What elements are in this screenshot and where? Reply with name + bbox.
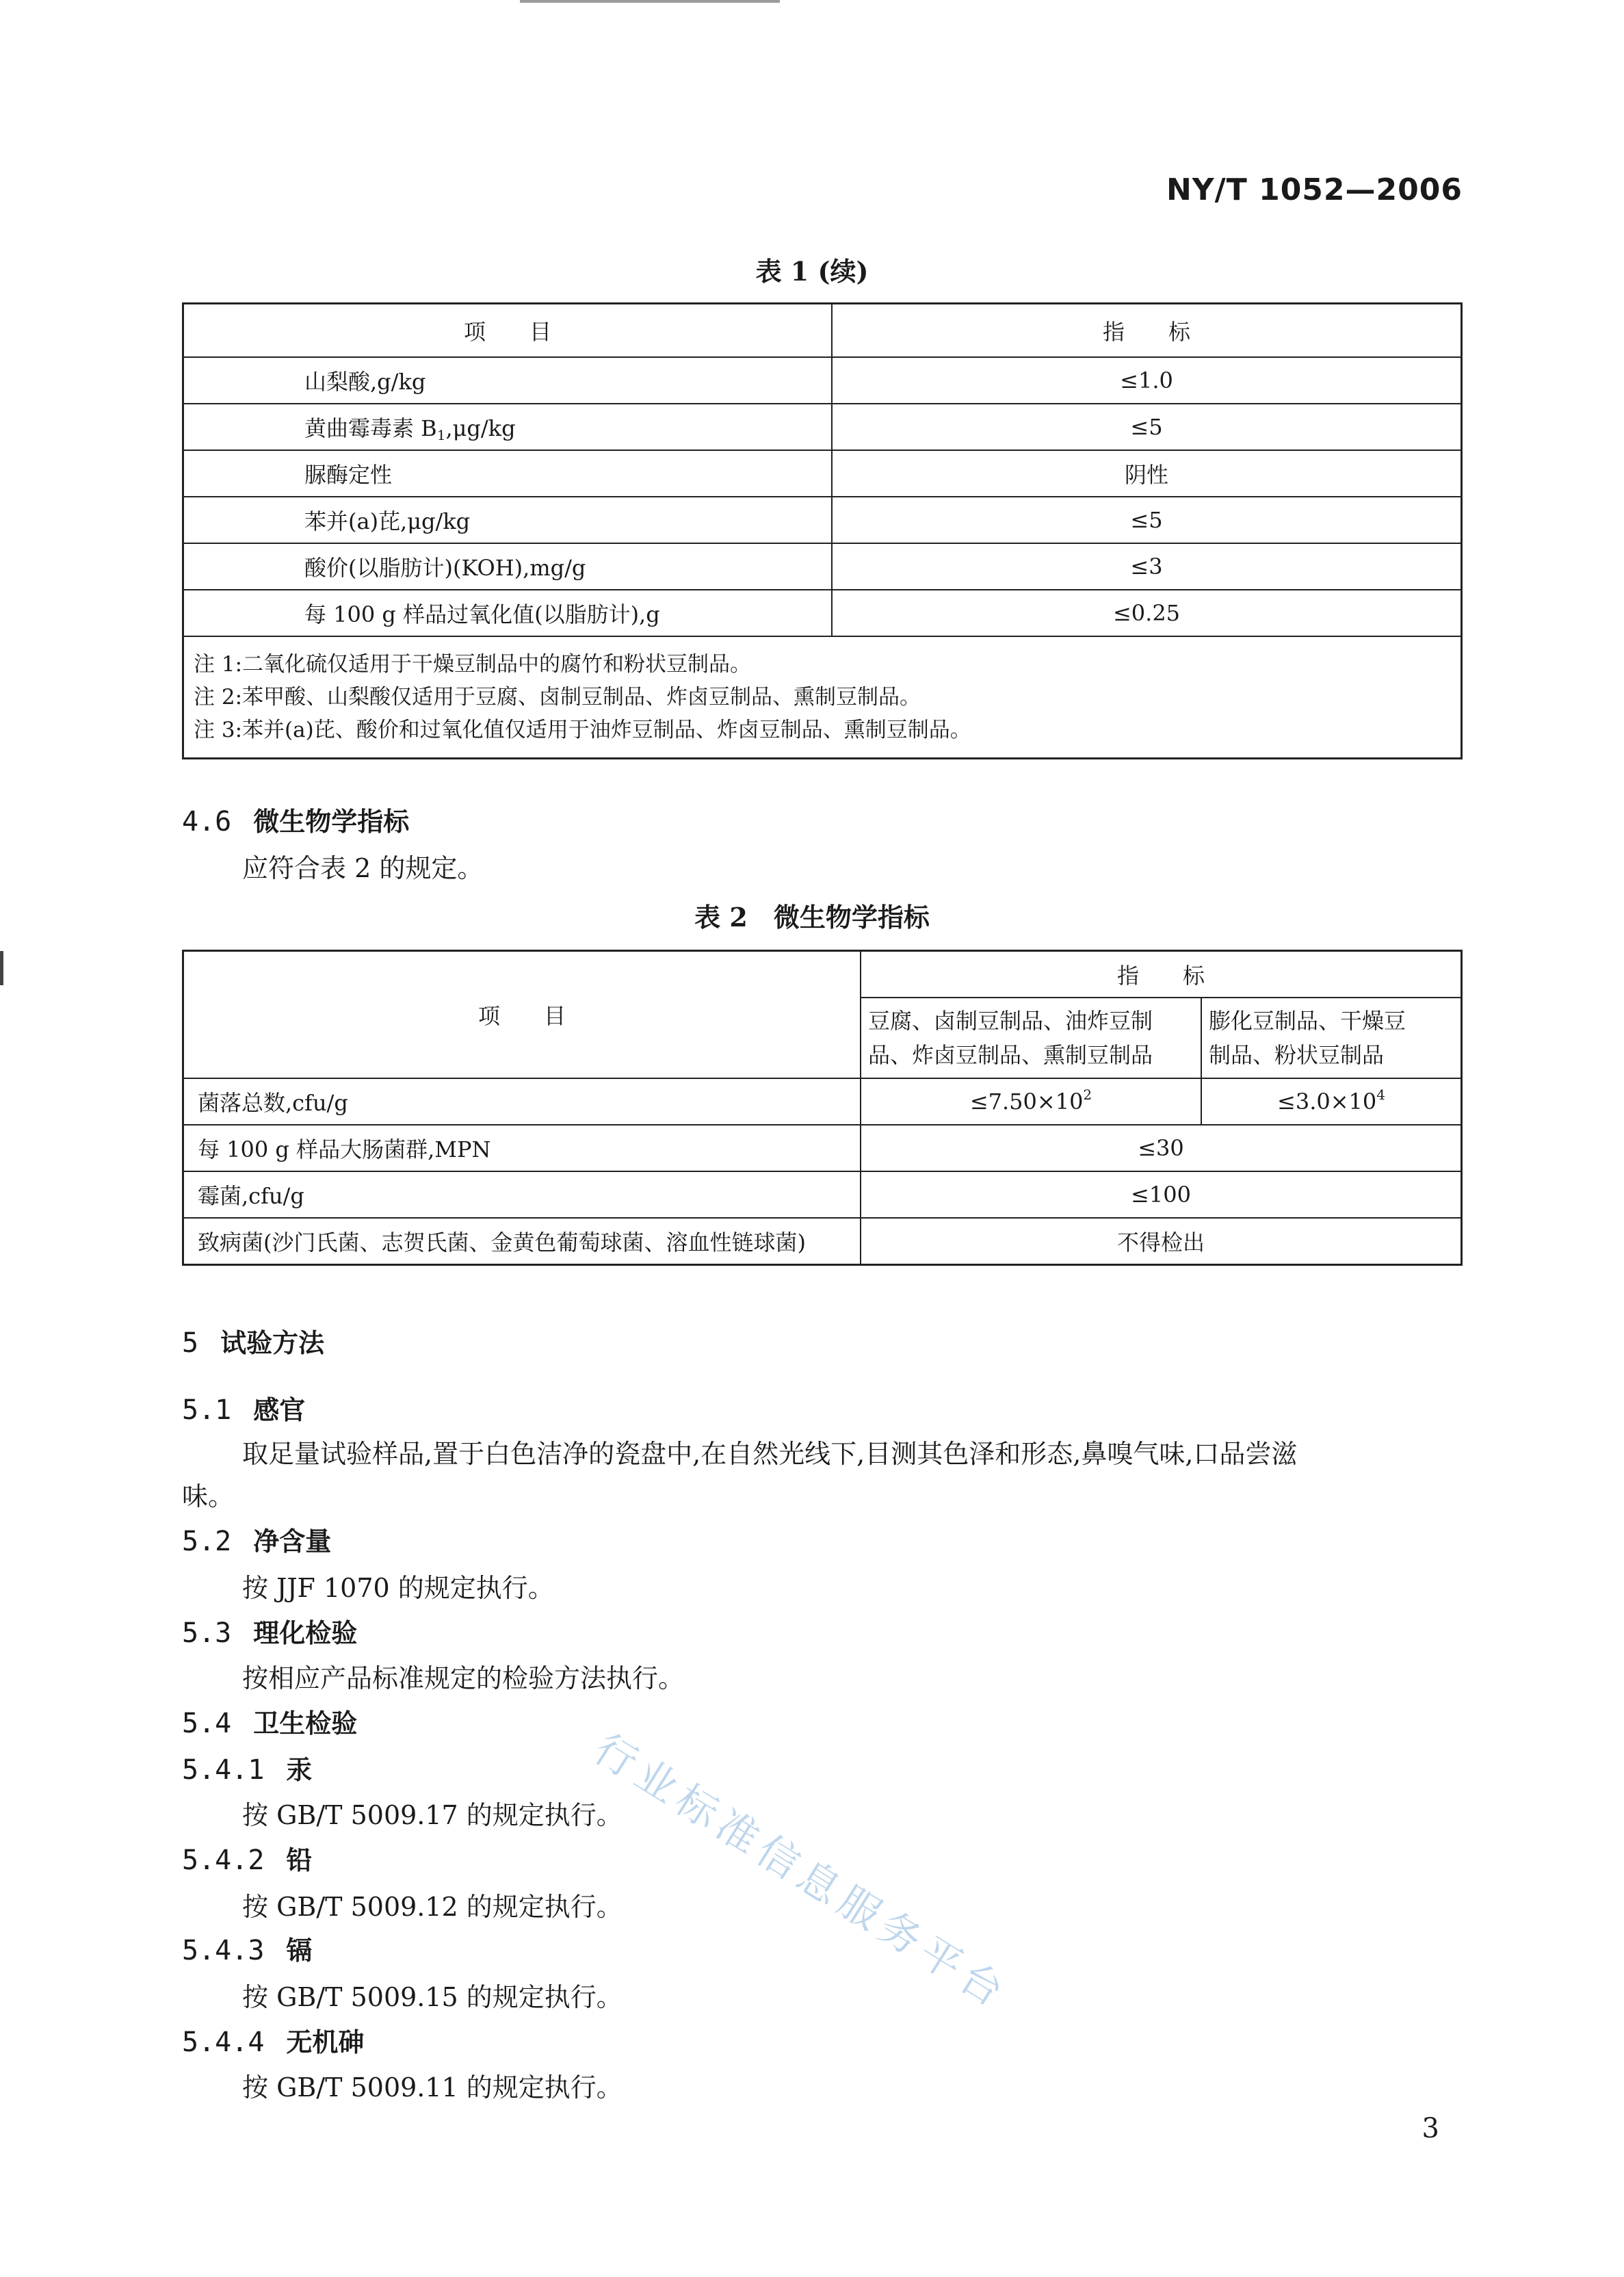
section-number: 5.1 [182,1394,232,1426]
section-5-1-text: 取足量试验样品,置于白色洁净的瓷盘中,在自然光线下,目测其色泽和形态,鼻嗅气味,口品尝滋 [242,1439,1298,1469]
table-row [183,1125,1462,1171]
table2-header-row [183,951,1462,998]
table2-cell-item: 菌落总数,cfu/g [183,1078,861,1125]
section-title: 试验方法 [220,1327,325,1358]
section-5-heading [182,1322,324,1359]
section-title: 镉 [286,1935,313,1966]
section-number: 5 [182,1327,199,1359]
table-row [183,1078,1462,1125]
table1-cell-item: 山梨酸,g/kg [183,357,833,404]
section-number: 5.4.1 [182,1754,265,1786]
table1-cell-item: 苯并(a)芘,μg/kg [183,497,833,543]
table2-col-item: 项 目 [183,951,861,1079]
section-5-4-2-text: 按 GB/T 5009.12 的规定执行。 [242,1892,623,1922]
section-5-4-1-heading [182,1749,312,1786]
table1-cell-item [183,404,833,450]
section-5-3-heading [182,1612,357,1650]
section-5-2-text: 按 JJF 1070 的规定执行。 [242,1573,554,1603]
top-edge-mark [520,0,780,3]
item-text: 黄曲霉毒素 B [304,415,437,441]
subscript: 1 [436,427,446,443]
section-number: 5.4 [182,1708,232,1739]
subcol-b-line: 制品、粉状豆制品 [1209,1042,1385,1068]
section-title: 净含量 [253,1526,332,1557]
table2-caption: 表 2 微生物学指标 [694,902,930,933]
table2-cell-value: 不得检出 [861,1218,1462,1265]
table1-cell-item: 每 100 g 样品过氧化值(以脂肪计),g [183,590,833,636]
subcol-b-line: 膨化豆制品、干燥豆 [1209,1008,1406,1034]
table1-col-index: 指 标 [832,304,1462,358]
section-number: 5.4.4 [182,2027,265,2058]
table2-cell-item: 霉菌,cfu/g [183,1171,861,1218]
section-5-4-heading [182,1702,357,1740]
binding-mark [0,951,3,985]
section-5-2-heading [182,1520,331,1558]
table-row [183,543,1462,590]
table2-cell-value: ≤100 [861,1171,1462,1218]
section-number: 5.4.2 [182,1845,265,1876]
table2 [182,950,1463,1266]
section-title: 理化检验 [253,1617,358,1648]
table-row [183,590,1462,636]
table-row [183,497,1462,543]
table1-note: 注 3:苯并(a)芘、酸价和过氧化值仅适用于油炸豆制品、炸卤豆制品、熏制豆制品。 [194,718,971,742]
table2-cell-value: ≤30 [861,1125,1462,1171]
section-title: 感官 [253,1394,306,1425]
table2-col-index: 指 标 [861,951,1462,998]
section-5-1-text-cont: 味。 [182,1481,235,1511]
table1-caption: 表 1 (续) [755,256,869,287]
table1-cell-item: 酸价(以脂肪计)(KOH),mg/g [183,543,833,590]
table1-cell-value: ≤0.25 [832,590,1462,636]
value-base: ≤3.0×10 [1277,1089,1377,1115]
table1 [182,302,1463,759]
subcol-a-line: 豆腐、卤制豆制品、油炸豆制 [868,1008,1153,1034]
table-row [183,404,1462,450]
section-5-4-3-heading [182,1929,312,1967]
table-row [183,450,1462,497]
table2-cell-item: 致病菌(沙门氏菌、志贺氏菌、金黄色葡萄球菌、溶血性链球菌) [183,1218,861,1265]
item-unit: ,μg/kg [445,415,516,441]
section-5-4-2-heading [182,1839,312,1877]
table2-subcol-b [1201,998,1462,1078]
table1-cell-item: 脲酶定性 [183,450,833,497]
watermark: 行业标准信息服务平台 [586,1725,1017,2020]
table1-col-item: 项 目 [183,304,833,358]
standard-code: NY/T 1052—2006 [1166,172,1463,207]
table1-cell-value: ≤5 [832,404,1462,450]
section-number: 5.2 [182,1526,232,1557]
table1-note: 注 2:苯甲酸、山梨酸仅适用于豆腐、卤制豆制品、炸卤豆制品、熏制豆制品。 [194,685,921,710]
section-5-4-3-text: 按 GB/T 5009.15 的规定执行。 [242,1982,623,2012]
section-5-3-text: 按相应产品标准规定的检验方法执行。 [242,1663,685,1693]
page-number: 3 [1422,2113,1439,2144]
section-5-4-4-heading [182,2021,364,2059]
subcol-a-line: 品、炸卤豆制品、熏制豆制品 [868,1042,1153,1068]
table2-subcol-a [861,998,1201,1078]
section-title: 汞 [286,1754,313,1785]
table1-cell-value: ≤1.0 [832,357,1462,404]
table2-cell-value-b [1201,1078,1462,1125]
table1-cell-value: ≤3 [832,543,1462,590]
section-number: 4.6 [182,806,232,837]
table1-header-row [183,304,1462,358]
table1-cell-value: ≤5 [832,497,1462,543]
table-row [183,1218,1462,1265]
section-title: 铅 [286,1845,313,1875]
table-row [183,1171,1462,1218]
section-title: 微生物学指标 [253,806,410,837]
table-row [183,357,1462,404]
value-exponent: 2 [1083,1087,1092,1103]
table2-cell-item: 每 100 g 样品大肠菌群,MPN [183,1125,861,1171]
section-title: 卫生检验 [253,1708,358,1739]
section-5-4-1-text: 按 GB/T 5009.17 的规定执行。 [242,1800,623,1830]
section-5-4-4-text: 按 GB/T 5009.11 的规定执行。 [242,2072,623,2103]
section-4-6-heading [182,801,409,838]
section-4-6-text: 应符合表 2 的规定。 [242,853,484,883]
section-5-1-heading [182,1389,305,1427]
table1-cell-value: 阴性 [832,450,1462,497]
value-exponent: 4 [1376,1087,1385,1103]
table1-note: 注 1:二氧化硫仅适用于干燥豆制品中的腐竹和粉状豆制品。 [194,652,752,677]
table2-cell-value-a [861,1078,1201,1125]
table1-notes-row [183,636,1462,759]
section-number: 5.3 [182,1617,232,1649]
section-number: 5.4.3 [182,1935,265,1966]
value-base: ≤7.50×10 [969,1089,1084,1115]
section-title: 无机砷 [286,2027,365,2057]
table1-notes [183,636,1462,759]
